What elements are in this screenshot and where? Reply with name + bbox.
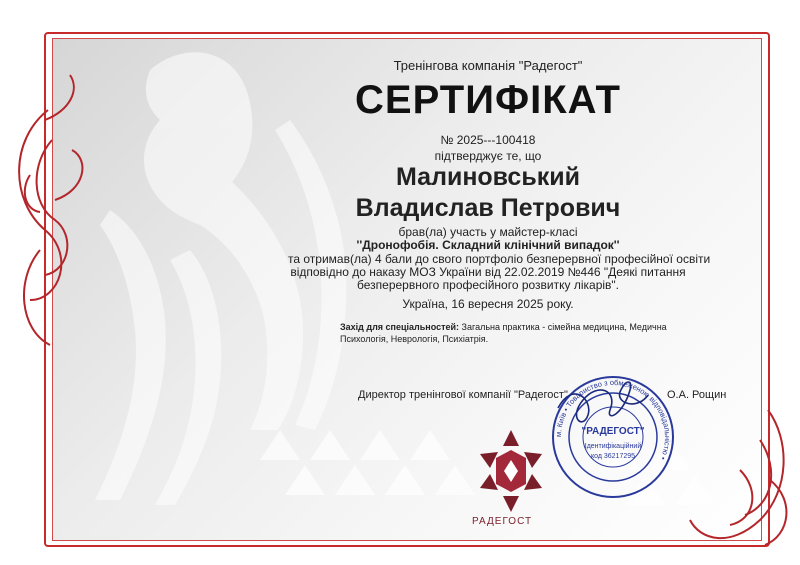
stamp-center-text: "РАДЕГОСТ"	[581, 426, 645, 437]
recipient-given-names: Владислав Петрович	[355, 194, 621, 222]
body-line: безперервного професійного розвитку лікарів".	[357, 278, 619, 292]
stamp-id-code: код 36217295	[590, 453, 636, 460]
radegost-logo-icon	[476, 428, 546, 514]
issue-date: Україна, 16 вересня 2025 року.	[402, 297, 574, 311]
certificate-title: СЕРТИФІКАТ	[355, 78, 621, 122]
signer-name: О.А. Рощин	[667, 389, 727, 401]
red-swirl-ornament-left	[19, 75, 82, 345]
body-line: та отримав(ла) 4 бали до свого портфоліо безперервної професійної освіти	[288, 252, 711, 266]
specialties	[340, 321, 700, 345]
recipient-surname: Малиновський	[396, 163, 580, 191]
specialties-text: Загальна практика - сімейна медицина, Медична Психологія, Неврологія, Психіатрія.	[340, 322, 667, 344]
participation-text: брав(ла) участь у майстер-класі	[398, 225, 578, 239]
certificate-number: № 2025---100418	[440, 133, 536, 147]
confirms-text: підтверджує те, що	[434, 149, 542, 163]
course-title: ''Дронофобія. Складний клінічний випадок''	[356, 238, 620, 252]
stamp-ring-text: м. Київ • Товариство з обмеженою відповідальністю •	[553, 377, 673, 462]
specialties-label: Захід для спеціальностей:	[340, 322, 460, 332]
stamp-id-label: Ідентифікаційний	[584, 443, 642, 450]
red-swirl-ornament-right	[690, 410, 786, 545]
director-label: Директор тренінгової компанії "Радегост"	[358, 389, 568, 401]
body-line: відповідно до наказу МОЗ України від 22.02.2019 №446 "Деякі питання	[290, 265, 686, 279]
company-stamp	[548, 370, 678, 505]
logo-text: РАДЕГОСТ	[472, 516, 533, 527]
company-line: Тренінгова компанія "Радегост"	[393, 58, 583, 73]
